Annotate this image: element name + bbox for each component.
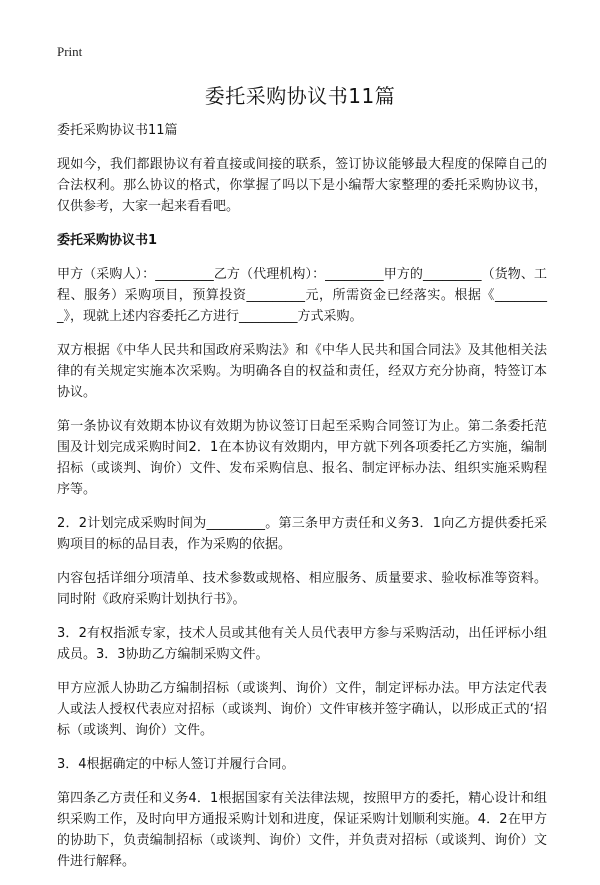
document-body	[57, 120, 547, 885]
paragraph-2: 双方根据《中华人民共和国政府采购法》和《中华人民共和国合同法》及其他相关法律的有关规定实施本次采购。为明确各自的权益和责任，经双方充分协商，特签订本协议。	[57, 343, 547, 400]
paragraph-9: 第四条乙方责任和义务4．1根据国家有关法律法规，按照甲方的委托，精心设计和组织采购工作，及时向甲方通报采购计划和进度，保证采购计划顺利实施。4．2在甲方的协助下，负责编制招标（或谈判、询价）文件，并负责对招标（或谈判、询价）文件进行解释。	[57, 791, 547, 869]
paragraph-5: 内容包括详细分项清单、技术参数或规格、相应服务、质量要求、验收标准等资料。同时附《政府采购计划执行书》。	[57, 571, 547, 607]
paragraph-7: 甲方应派人协助乙方编制招标（或谈判、询价）文件，制定评标办法。甲方法定代表人或法人授权代表应对招标（或谈判、询价）文件审核并签字确认，以形成正式的‘招标（或谈判、询价）文件。	[57, 681, 547, 738]
paragraph-3: 第一条协议有效期本协议有效期为协议签订日起至采购合同签订为止。第二条委托范围及计划完成采购时间2．1在本协议有效期内，甲方就下列各项委托乙方实施，编制招标（或谈判、询价）文件、发布采购信息、报名、制定评标办法、组织实施采购程序等。	[57, 419, 547, 497]
paragraph-1: 甲方（采购人）：_________乙方（代理机构）：_________甲方的_________（货物、工程、服务）采购项目，预算投资_________元，所需资金已经落实。根据《_________》，现就上述内容委托乙方进行_________方式采购。	[57, 267, 547, 324]
section-heading: 委托采购协议书1	[57, 233, 158, 248]
paragraph-8: 3．4根据确定的中标人签订并履行合同。	[57, 757, 295, 772]
print-link[interactable]: Print	[57, 44, 83, 59]
page-title: 委托采购协议书11篇	[204, 84, 396, 108]
paragraph-4: 2．2计划完成采购时间为_________。第三条甲方责任和义务3．1向乙方提供委托采购项目的标的品目表，作为采购的依据。	[57, 516, 547, 552]
intro-paragraph: 现如今，我们都跟协议有着直接或间接的联系，签订协议能够最大程度的保障自己的合法权利。那么协议的格式，你掌握了吗以下是小编帮大家整理的委托采购协议书，仅供参考，大家一起来看看吧。	[57, 157, 547, 214]
paragraph-6: 3．2有权指派专家，技术人员或其他有关人员代表甲方参与采购活动，出任评标小组成员。3．3协助乙方编制采购文件。	[57, 626, 547, 662]
intro-line: 委托采购协议书11篇	[57, 123, 178, 138]
